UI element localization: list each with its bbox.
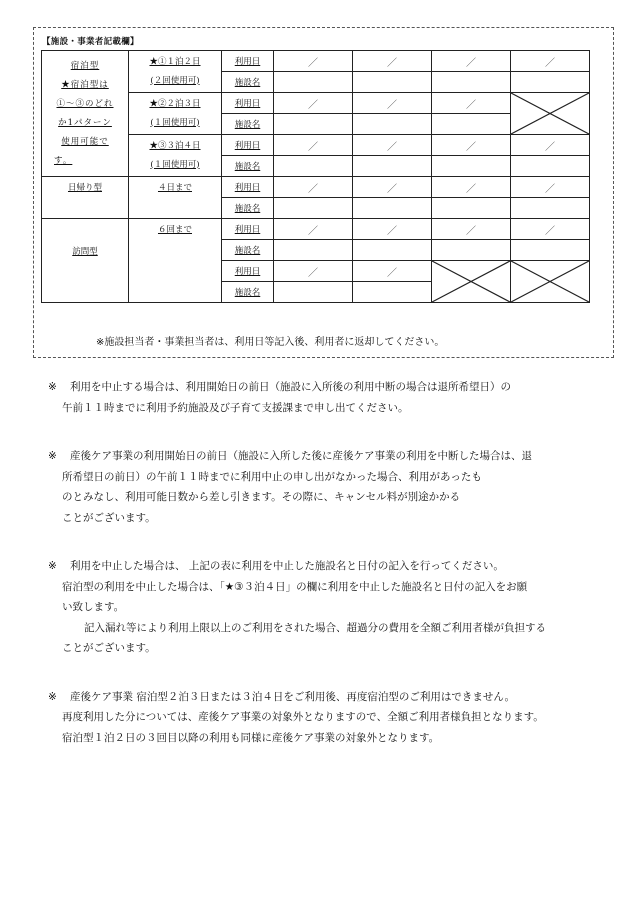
facility-field[interactable] [353,72,432,93]
plan-2-cell [129,93,222,135]
visit-limit-cell [129,219,222,303]
facility-field[interactable] [511,240,590,261]
date-field[interactable]: ／ [353,219,432,240]
label-facility: 施設名 [222,114,274,135]
facility-field[interactable] [511,156,590,177]
note-line: ことがございます。 [62,642,156,654]
return-instruction: ※施設担当者・事業担当者は、利用日等記入後、利用者に返却してください。 [96,337,445,348]
date-field[interactable]: ／ [432,93,511,114]
lodging-note-line: す。 [54,155,73,166]
date-field[interactable]: ／ [432,51,511,72]
lodging-note-line: ★宿泊型は [61,79,109,90]
lodging-note-line: か1パターン [58,117,112,128]
note-line: 記入漏れ等により利用上限以上のご利用をされた場合、超過分の費用を全額ご利用者様が負担する [84,621,546,634]
lodging-note-line: ①～③のどれ [56,98,114,109]
note-mark: ※ [48,560,57,572]
facility-field[interactable] [511,198,590,219]
facility-field[interactable] [432,240,511,261]
notes-section [48,377,593,776]
note-line: い致します。 [62,601,125,613]
note-line: 利用を中止した場合は、 上記の表に利用を中止した施設名と日付の記入を行ってください。 [70,560,504,572]
box-title: 【施設・事業者記載欄】 [42,37,139,47]
label-date: 利用日 [222,135,274,156]
note-mark: ※ [48,381,57,393]
date-field[interactable]: ／ [274,135,353,156]
plan-3-cell [129,135,222,177]
label-date: 利用日 [222,219,274,240]
note-line: 利用を中止する場合は、利用開始日の前日（施設に入所後の利用中断の場合は退所希望日）の [70,381,511,393]
date-field[interactable]: ／ [274,219,353,240]
day-limit-cell [129,177,222,219]
note-line: のとみなし、利用可能日数から差し引きます。その際に、キャンセル料が別途かかる [62,491,461,503]
date-field[interactable]: ／ [511,135,590,156]
note-record-cancellation [48,556,593,659]
note-line: ことがございます。 [62,511,156,524]
visit-type-label: 訪問型 [72,247,98,257]
cross-mark-icon [511,261,589,302]
facility-field[interactable] [432,198,511,219]
facility-field[interactable] [274,72,353,93]
date-field[interactable]: ／ [511,219,590,240]
facility-field[interactable] [274,156,353,177]
lodging-note-line: 使用可能で [61,136,109,147]
label-facility: 施設名 [222,72,274,93]
note-line: 所希望日の前日）の午前１１時までに利用中止の申し出がなかった場合、利用があったも [62,470,482,483]
visit-limit-label: ６回まで [157,225,192,235]
facility-field[interactable] [274,198,353,219]
facility-field[interactable] [432,114,511,135]
note-mark: ※ [48,690,57,703]
label-facility: 施設名 [222,156,274,177]
date-field[interactable]: ／ [274,261,353,282]
note-line: 午前１１時までに利用予約施設及び子育て支援課まで申し出てください。 [62,401,409,414]
label-date: 利用日 [222,261,274,282]
note-line: 宿泊型１泊２日の３回目以降の利用も同様に産後ケア事業の対象外となります。 [62,731,440,744]
facility-field[interactable] [432,156,511,177]
date-field[interactable]: ／ [274,51,353,72]
plan-name: ★①１泊２日 [149,56,201,67]
facility-field[interactable] [353,114,432,135]
note-cancel-deadline [48,377,593,418]
plan-name: ★③３泊４日 [149,140,201,151]
crossed-out-cell [511,93,590,135]
facility-field[interactable] [274,282,353,303]
crossed-out-cell [432,261,511,303]
date-field[interactable]: ／ [432,219,511,240]
date-field[interactable]: ／ [274,93,353,114]
label-facility: 施設名 [222,240,274,261]
plan-usage: (１回使用可) [150,117,200,128]
facility-field[interactable] [353,198,432,219]
plan-usage: (１回使用可) [150,159,200,170]
table-row [42,51,590,72]
note-cancellation-fee [48,446,593,528]
usage-table [41,50,590,303]
note-line: 産後ケア事業 宿泊型２泊３日または３泊４日をご利用後、再度宿泊型のご利用はできません。 [70,690,515,703]
cross-mark-icon [432,261,510,302]
date-field[interactable]: ／ [511,51,590,72]
label-date: 利用日 [222,51,274,72]
label-facility: 施設名 [222,198,274,219]
cross-mark-icon [511,93,589,134]
date-field[interactable]: ／ [353,51,432,72]
visit-type-cell [42,219,129,303]
facility-field[interactable] [353,282,432,303]
date-field[interactable]: ／ [353,261,432,282]
label-date: 利用日 [222,93,274,114]
note-line: 再度利用した分については、産後ケア事業の対象外となりますので、全額ご利用者様負担となります。 [62,711,544,723]
day-limit-label: ４日まで [157,183,192,193]
facility-field[interactable] [511,72,590,93]
table-row [42,177,590,198]
facility-entry-box [33,27,614,358]
date-field[interactable]: ／ [353,135,432,156]
facility-field[interactable] [274,114,353,135]
label-facility: 施設名 [222,282,274,303]
label-date: 利用日 [222,177,274,198]
date-field[interactable]: ／ [274,177,353,198]
note-lodging-restriction [48,687,593,749]
date-field[interactable]: ／ [511,177,590,198]
note-line: 産後ケア事業の利用開始日の前日（施設に入所した後に産後ケア事業の利用を中断した場合は、退 [70,450,532,462]
table-row [42,219,590,240]
plan-name: ★②２泊３日 [149,98,201,109]
day-type-cell [42,177,129,219]
date-field[interactable]: ／ [432,135,511,156]
date-field[interactable]: ／ [353,177,432,198]
date-field[interactable]: ／ [432,177,511,198]
facility-field[interactable] [274,240,353,261]
plan-usage: (２回使用可) [150,75,200,86]
lodging-type-label: 宿泊型 [70,60,100,71]
plan-1-cell [129,51,222,93]
date-field[interactable]: ／ [353,93,432,114]
note-line: 宿泊型の利用を中止した場合は、「★③３泊４日」の欄に利用を中止した施設名と日付の記入をお願 [62,580,528,593]
facility-field[interactable] [353,156,432,177]
facility-field[interactable] [353,240,432,261]
facility-field[interactable] [432,72,511,93]
day-type-label: 日帰り型 [67,183,102,193]
crossed-out-cell [511,261,590,303]
note-mark: ※ [48,450,57,462]
lodging-type-cell [42,51,129,177]
